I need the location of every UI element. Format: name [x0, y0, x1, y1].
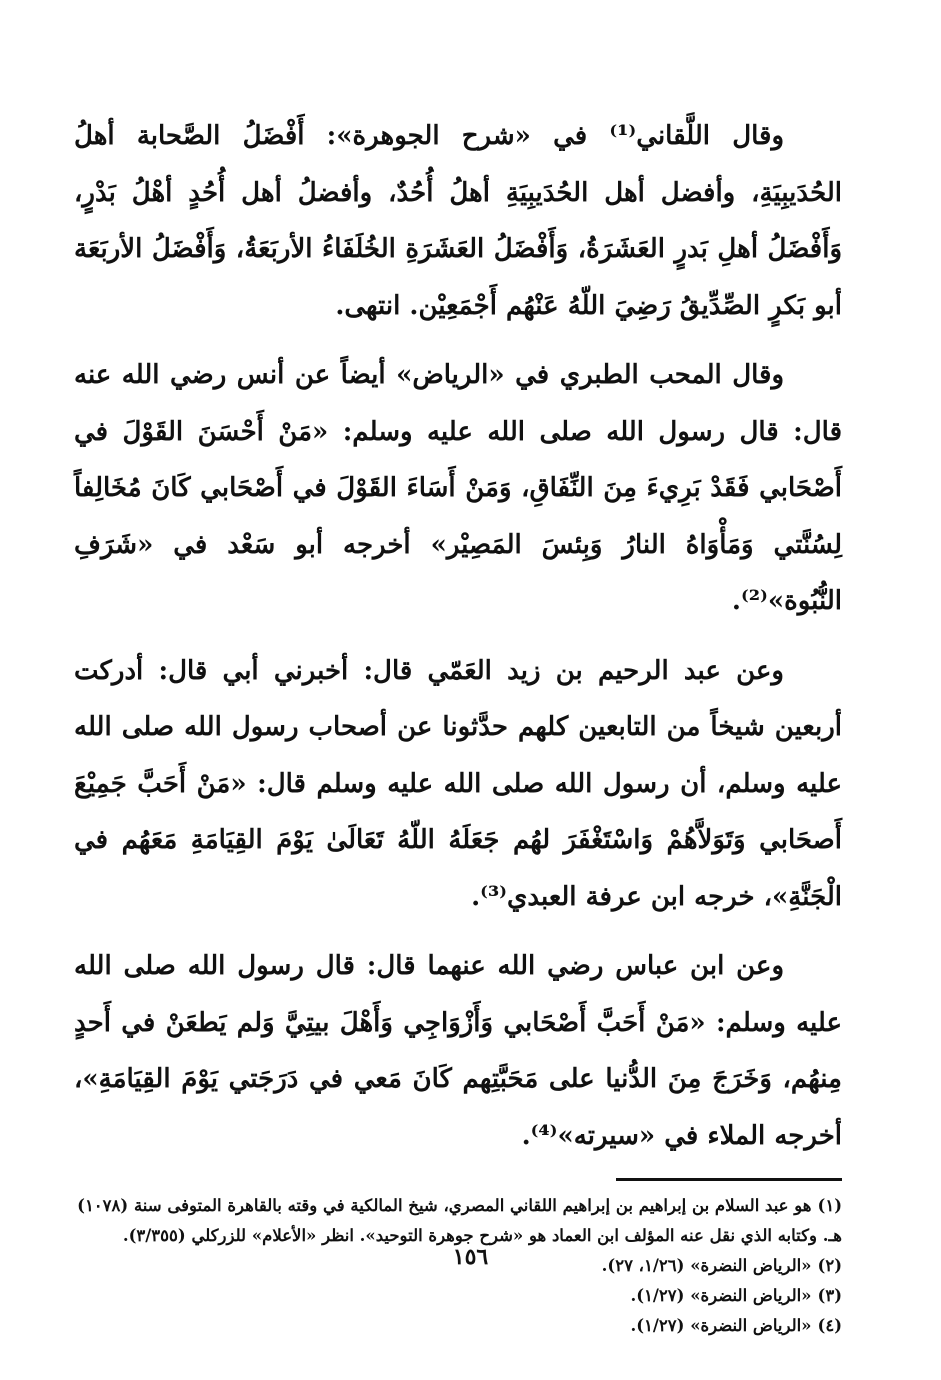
footnote-text: «الرياض النضرة» (١/٢٦، ٢٧).: [601, 1256, 812, 1275]
page-body: [74, 108, 842, 1341]
footnote-4: [74, 1311, 842, 1341]
paragraph-4: وعن ابن عباس رضي الله عنهما قال: قال رسول الله صلى الله عليه وسلم: «مَنْ أَحَبَّ أَصْحَابي وَأَزْوَاجِي وَأَهْلَ بيتِيَّ وَلم يَطعَنْ في أَحدٍ مِنهُم، وَخَرَجَ مِنَ الدُّنيا على مَحَبَّتِهم كَانَ مَعي في دَرَجَتي يَوْمَ القِيَامَةِ»، أخرجه الملاء في «سيرته»⁽⁴⁾.: [74, 951, 842, 1151]
footnote-number: (٣): [817, 1286, 842, 1305]
paragraph-3: وعن عبد الرحيم بن زيد العَمّي قال: أخبرني أبي قال: أدركت أربعين شيخاً من التابعين كلهم حدَّثونا عن أصحاب رسول الله صلى الله عليه وسلم، أن رسول الله صلى الله عليه وسلم قال: «مَنْ أَحَبَّ جَمِيْعَ أَصحَابي وَتَوَلاَّهُمْ وَاسْتَغْفَرَ لهُم جَعَلَهُ اللّهُ تَعَالَىٰ يَوْمَ القِيَامَةِ مَعَهُم في الْجَنَّةِ»، خرجه ابن عرفة العبدي⁽³⁾.: [74, 655, 842, 912]
footnote-number: (٤): [817, 1316, 842, 1335]
footnote-separator: [616, 1178, 842, 1181]
paragraph-2: وقال المحب الطبري في «الرياض» أيضاً عن أنس رضي الله عنه قال: قال رسول الله صلى الله عليه وسلم: «مَنْ أَحْسَنَ القَوْلَ في أَصْحَابي فَقَدْ بَرِيءَ مِنَ النِّفَاقِ، وَمَنْ أَسَاءَ القَوْلَ في أَصْحَابي كَانَ مُخَالِفاً لِسُنَّتي وَمَأْوَاهُ النارُ وَبِئسَ المَصِيْر» أخرجه أبو سَعْد في «شَرَفِ النُّبُوة»⁽²⁾.: [74, 360, 842, 616]
footnote-text: هو عبد السلام بن إبراهيم بن إبراهيم اللقاني المصري، شيخ المالكية في وقته بالقاهرة المتوفى سنة (١٠٧٨) هـ. وكتابه الذي نقل عنه المؤلف ابن العماد هو «شرح جوهرة التوحيد». انظر «الأعلام» للزركلي (٣/٣٥٥).: [77, 1196, 842, 1245]
paragraph-1: وقال اللَّقاني⁽¹⁾ في «شرح الجوهرة»: أَفْضَلُ الصَّحابة أهلُ الحُدَيبِيَةِ، وأفضل أهل الحُدَيبِيَةِ أهلُ أُحُدٌ، وأفضلُ أهل أُحُدٍ أهْلُ بَدْرٍ، وَأَفْضَلُ أهلِ بَدرٍ العَشَرَةُ، وَأَفْضَلُ العَشَرَةِ الخُلَفَاءُ الأربَعَةُ، وَأَفْضَلُ الأربَعَة أبو بَكرٍ الصِّدِّيقُ رَضِيَ اللّهُ عَنْهُم أَجْمَعِيْن. انتهى.: [74, 121, 842, 321]
footnote-number: (٢): [817, 1256, 842, 1275]
footnote-1: [74, 1191, 842, 1251]
footnote-text: «الرياض النضرة» (١/٢٧).: [630, 1316, 812, 1335]
footnote-text: «الرياض النضرة» (١/٢٧).: [630, 1286, 812, 1305]
footnote-number: (١): [817, 1196, 842, 1215]
page-number: ١٥٦: [452, 1244, 489, 1270]
footnote-3: [74, 1281, 842, 1311]
